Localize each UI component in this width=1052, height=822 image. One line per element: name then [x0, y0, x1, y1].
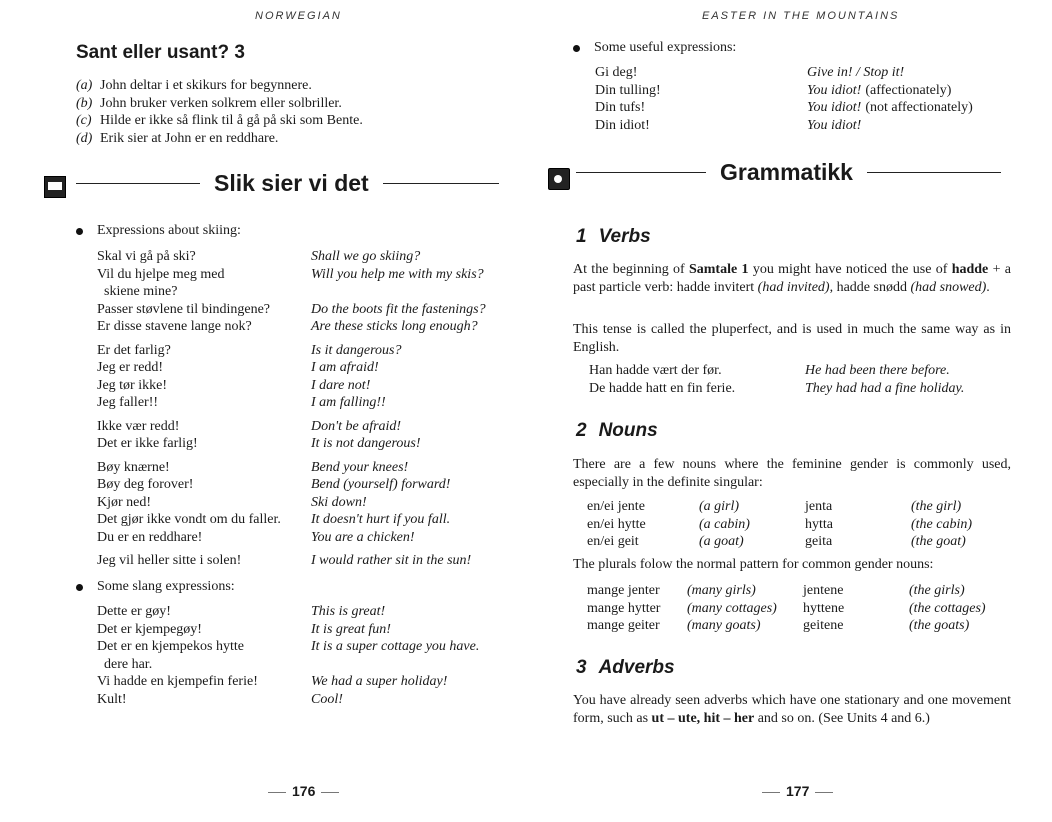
nouns-title: Nouns: [598, 420, 658, 441]
noun-cell: (a goat): [699, 534, 744, 549]
expression-english: You are a chicken!: [311, 529, 415, 545]
page-number-left: [262, 783, 345, 799]
verbs-title: Verbs: [598, 226, 651, 247]
expression-row: [595, 82, 973, 100]
expression-norwegian: Gi deg!: [595, 65, 638, 80]
page-number-text: 177: [786, 783, 810, 799]
expression-english: It doesn't hurt if you fall.: [311, 512, 451, 527]
expression-norwegian: Jeg vil heller sitte i solen!: [97, 553, 242, 568]
expression-english: He had been there before.: [805, 363, 950, 378]
page-number-right: [756, 783, 839, 799]
expression-english: They had had a fine holiday.: [805, 380, 965, 396]
quiz-item-text: Erik sier at John er en reddhare.: [100, 130, 279, 146]
expression-group: [97, 248, 486, 336]
quiz-item-label: (d): [76, 130, 93, 146]
adverbs-number: 3: [576, 657, 587, 678]
expression-row: [589, 362, 964, 380]
noun-cell: (the cabin): [911, 516, 973, 532]
expression-group: [97, 342, 486, 412]
noun-cell: (many cottages): [687, 600, 777, 616]
quiz-item-label: (a): [76, 78, 93, 93]
quiz-item-label: (c): [76, 113, 92, 128]
noun-cell: (a cabin): [699, 516, 750, 532]
noun-cell: (the goats): [909, 618, 970, 633]
noun-cell: hytta: [805, 516, 833, 532]
expression-norwegian: De hadde hatt en fin ferie.: [589, 380, 736, 396]
nouns-paragraph-1: There are a few nouns where the feminine gender is commonly used, especially in the definite singular:: [573, 457, 1011, 490]
heading-rule: [383, 183, 499, 185]
expression-english: Shall we go skiing?: [311, 249, 421, 264]
noun-cell: geitene: [803, 618, 844, 633]
section-heading-left: [76, 170, 499, 197]
skiing-bullet: [76, 223, 241, 239]
expression-row: [97, 459, 486, 477]
noun-cell: en/ei geit: [587, 534, 639, 549]
nouns-table-2: [587, 582, 999, 635]
expression-norwegian: Bøy knærne!: [97, 459, 170, 475]
expression-row: [97, 301, 486, 319]
slang-bullet: [76, 579, 235, 595]
quiz-item: [76, 95, 363, 113]
expression-norwegian: Ikke vær redd!: [97, 418, 180, 434]
expression-norwegian: Din idiot!: [595, 117, 650, 133]
slang-intro: Some slang expressions:: [97, 579, 235, 594]
expression-row: [589, 380, 964, 398]
nouns-paragraph-2: The plurals folow the normal pattern for common gender nouns:: [573, 557, 934, 572]
expression-group: [97, 603, 479, 708]
expression-row: [97, 394, 486, 412]
skiing-intro: Expressions about skiing:: [97, 223, 241, 238]
expression-group: [97, 418, 486, 453]
expression-english: I am afraid!: [311, 360, 379, 375]
running-head-right: EASTER IN THE MOUNTAINS: [702, 10, 900, 22]
section-heading-right: [576, 159, 1001, 186]
expression-english: Are these sticks long enough?: [311, 319, 478, 334]
noun-row: [587, 516, 1001, 534]
adverbs-heading: [576, 657, 675, 679]
expression-english: Give in! / Stop it!: [807, 65, 905, 80]
expression-english: I dare not!: [311, 377, 371, 393]
noun-cell: en/ei hytte: [587, 516, 646, 532]
expression-row: [97, 673, 479, 691]
expression-row: [595, 99, 973, 117]
nouns-heading: [576, 420, 658, 442]
expression-norwegian: Det er kjempegøy!: [97, 621, 202, 637]
expression-norwegian: Du er en reddhare!: [97, 529, 203, 545]
section-title-left: Slik sier vi det: [214, 170, 369, 196]
expression-row: [97, 476, 486, 494]
expression-row: [97, 435, 486, 453]
expression-english: Is it dangerous?: [311, 342, 402, 358]
expression-row: [97, 656, 479, 674]
expression-row: [97, 266, 486, 284]
noun-cell: (the girl): [911, 499, 962, 514]
noun-cell: (the cottages): [909, 600, 986, 616]
slang-expressions: [97, 603, 479, 714]
expression-norwegian: skiene mine?: [97, 284, 178, 299]
expression-row: [97, 377, 486, 395]
expression-norwegian: Din tulling!: [595, 82, 661, 98]
expression-row: [97, 529, 486, 547]
expression-row: [97, 621, 479, 639]
quiz-list: [76, 77, 363, 147]
useful-intro: Some useful expressions:: [594, 40, 737, 55]
noun-cell: jenta: [805, 499, 833, 514]
expression-english: Bend your knees!: [311, 459, 409, 475]
expression-norwegian: Det er en kjempekos hytte: [97, 639, 244, 654]
noun-cell: hyttene: [803, 600, 845, 616]
page-number-text: 176: [292, 783, 316, 799]
expression-english: Will you help me with my skis?: [311, 266, 484, 282]
grammar-icon: [548, 168, 570, 190]
bullet-dot: [573, 45, 580, 52]
useful-bullet: [573, 40, 736, 56]
verbs-examples: [589, 362, 964, 397]
quiz-item-label: (b): [76, 95, 93, 111]
expression-norwegian: Skal vi gå på ski?: [97, 249, 196, 264]
expression-row: [595, 64, 973, 82]
noun-row: [587, 600, 999, 618]
expression-row: [97, 342, 486, 360]
expression-english: Ski down!: [311, 494, 367, 510]
verbs-heading: [576, 226, 651, 248]
expression-english: We had a super holiday!: [311, 674, 448, 689]
expression-english: Don't be afraid!: [311, 418, 402, 434]
noun-cell: jentene: [803, 583, 844, 598]
noun-cell: (many girls): [687, 583, 756, 598]
adverbs-paragraph: You have already seen adverbs which have one stationary and one movement form, such as ut – ute, hit – her and so on. (See Units 4 and 6.): [573, 693, 1011, 726]
noun-cell: en/ei jente: [587, 499, 645, 514]
expression-note: (not affectionately): [865, 100, 973, 115]
noun-cell: mange hytter: [587, 600, 661, 616]
expression-row: [97, 511, 486, 529]
quiz-title: Sant eller usant? 3: [76, 42, 245, 63]
expression-note: (affectionately): [865, 82, 952, 98]
verbs-paragraph-1: At the beginning of Samtale 1 you might have noticed the use of hadde + a past particle verb: hadde invitert (had invited), hadde snødd (had snowed).: [573, 262, 1012, 295]
expression-english: This is great!: [311, 604, 386, 619]
expression-english: It is a super cottage you have.: [311, 639, 480, 654]
expression-norwegian: Jeg tør ikke!: [97, 377, 167, 393]
expression-norwegian: dere har.: [97, 656, 153, 672]
expression-english: Cool!: [311, 691, 343, 707]
expression-english: It is not dangerous!: [311, 436, 421, 451]
expression-row: [97, 318, 486, 336]
expression-norwegian: Kult!: [97, 691, 127, 707]
noun-row: [587, 582, 999, 600]
noun-cell: (many goats): [687, 618, 761, 633]
noun-cell: mange geiter: [587, 618, 660, 633]
noun-cell: (the girls): [909, 583, 965, 598]
bullet-dot: [76, 584, 83, 591]
quiz-item-text: Hilde er ikke så flink til å gå på ski som Bente.: [100, 113, 363, 128]
expression-row: [595, 117, 973, 135]
expression-row: [97, 691, 479, 709]
expression-group: [97, 459, 486, 547]
expression-english: You idiot!: [807, 100, 862, 115]
expression-norwegian: Dette er gøy!: [97, 604, 171, 619]
expression-norwegian: Det er ikke farlig!: [97, 436, 198, 451]
expression-norwegian: Er det farlig?: [97, 342, 171, 358]
noun-row: [587, 498, 1001, 516]
quiz-item-text: John bruker verken solkrem eller solbriller.: [100, 95, 342, 111]
expression-norwegian: Vil du hjelpe meg med: [97, 266, 225, 282]
expression-row: [97, 552, 486, 570]
expression-norwegian: Han hadde vært der før.: [589, 363, 722, 378]
expression-norwegian: Er disse stavene lange nok?: [97, 319, 252, 334]
expression-english: You idiot!: [807, 117, 862, 133]
expression-english: You idiot!: [807, 82, 862, 98]
nouns-table-1: [587, 498, 1001, 551]
right-page: [526, 0, 1052, 822]
expression-group: [97, 552, 486, 570]
expression-english: It is great fun!: [311, 621, 391, 637]
expression-row: [97, 359, 486, 377]
useful-expressions: [595, 64, 973, 134]
quiz-item: [76, 130, 363, 148]
noun-row: [587, 533, 1001, 551]
dialogue-icon: [44, 176, 66, 198]
expression-row: [97, 494, 486, 512]
expression-row: [97, 418, 486, 436]
expression-norwegian: Jeg er redd!: [97, 360, 164, 375]
heading-rule: [867, 172, 1001, 174]
expression-row: [97, 638, 479, 656]
expression-row: [97, 603, 479, 621]
expression-norwegian: Bøy deg forover!: [97, 477, 194, 492]
expression-english: Bend (yourself) forward!: [311, 477, 451, 492]
expression-row: [97, 283, 486, 301]
expression-norwegian: Passer støvlene til bindingene?: [97, 301, 271, 317]
quiz-item-text: John deltar i et skikurs for begynnere.: [100, 78, 312, 93]
nouns-number: 2: [576, 420, 587, 441]
bullet-dot: [76, 228, 83, 235]
adverbs-title: Adverbs: [598, 657, 675, 678]
expression-english: I am falling!!: [311, 395, 386, 410]
expression-norwegian: Jeg faller!!: [97, 395, 159, 410]
heading-rule: [76, 183, 200, 185]
noun-cell: (the goat): [911, 534, 966, 549]
noun-cell: geita: [805, 534, 833, 549]
verbs-number: 1: [576, 226, 587, 247]
verbs-paragraph-2: This tense is called the pluperfect, and is used in much the same way as in English.: [573, 322, 1011, 355]
noun-row: [587, 617, 999, 635]
section-title-right: Grammatikk: [720, 159, 853, 185]
expression-norwegian: Kjør ned!: [97, 494, 152, 510]
expression-english: I would rather sit in the sun!: [311, 553, 472, 568]
heading-rule: [576, 172, 706, 174]
expression-english: Do the boots fit the fastenings?: [311, 301, 486, 317]
expression-norwegian: Det gjør ikke vondt om du faller.: [97, 512, 281, 527]
running-head-left: NORWEGIAN: [255, 10, 342, 22]
noun-cell: mange jenter: [587, 583, 660, 598]
expression-norwegian: Din tufs!: [595, 100, 646, 115]
quiz-item: [76, 77, 363, 95]
skiing-expressions: [97, 248, 486, 576]
expression-norwegian: Vi hadde en kjempefin ferie!: [97, 674, 258, 689]
quiz-item: [76, 112, 363, 130]
noun-cell: (a girl): [699, 499, 740, 514]
expression-row: [97, 248, 486, 266]
